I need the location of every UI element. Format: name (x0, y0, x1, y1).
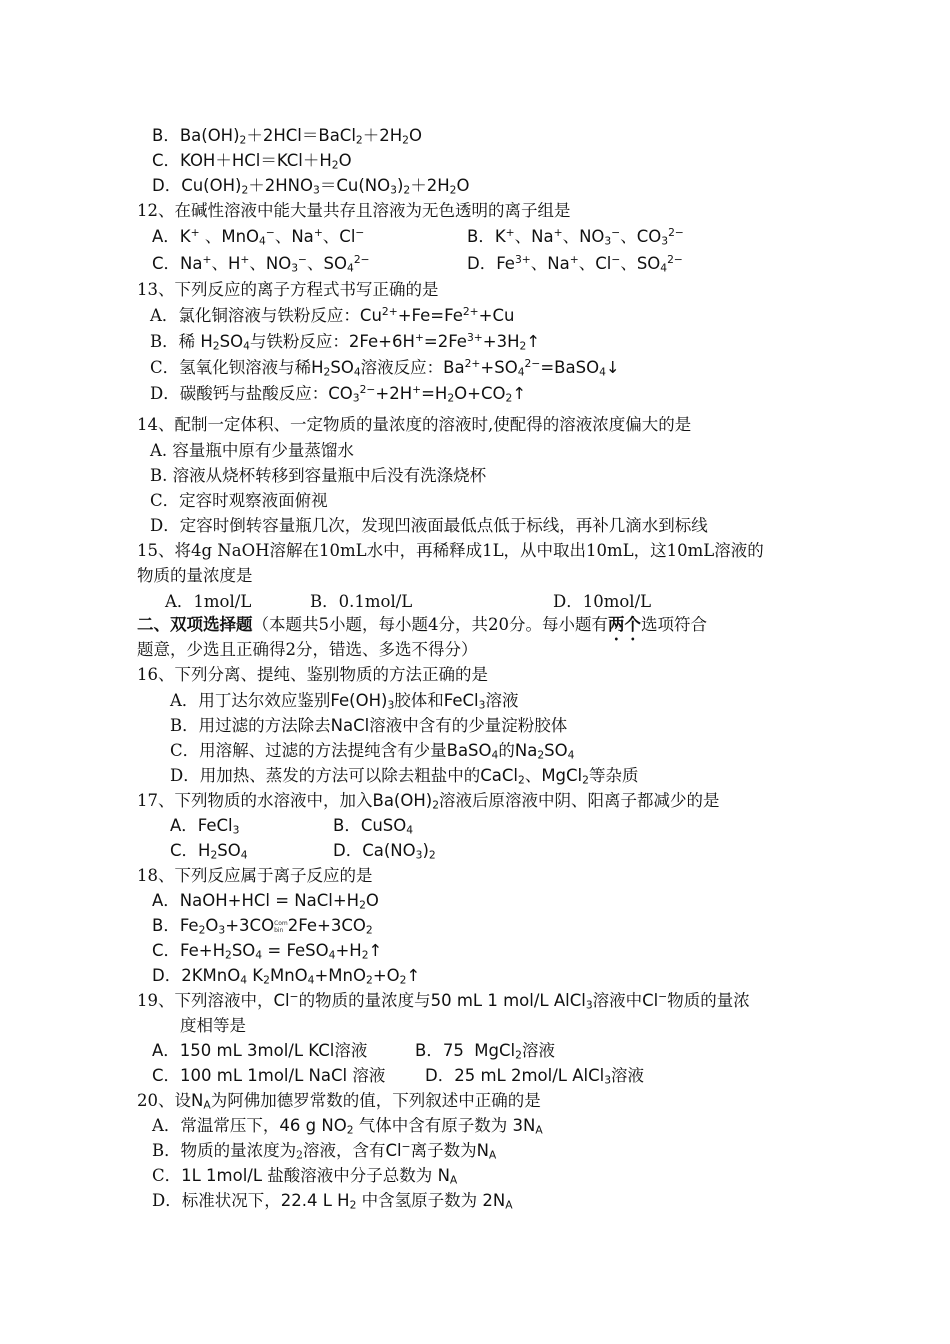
section2-title: 二、双项选择题 (137, 615, 253, 634)
q19-option-c: C．100 mL 1mol/L NaCl 溶液 (152, 1066, 386, 1085)
q15-stem-line1: 15、将4g NaOH溶解在10mL水中，再稀释成1L，从中取出10mL，这10mL溶液的 (137, 541, 764, 560)
q18-option-d: D．2KMnO$_4$ $K_2MnO_4+MnO_2+O_2↑$ (152, 966, 421, 987)
q13-option-d: D．碳酸钙与盐酸反应：$CO_3^{2-}+2H^+=H_2O+CO_2↑$ (150, 383, 527, 405)
q13-option-c: C．氢氧化钡溶液与稀$H_2SO_4$溶液反应：$Ba^{2+}+SO_4^{2-}=BaSO_4↓$ (150, 357, 620, 379)
section2-desc-line2: 题意，少选且正确得2分，错选、多选不得分） (137, 640, 478, 659)
q19-option-b: B．75 MgCl$_2$溶液 (415, 1041, 555, 1062)
q14-option-d: D．定容时倒转容量瓶几次，发现凹液面最低点低于标线，再补几滴水到标线 (150, 516, 708, 535)
q19-stem-line1: 19、下列溶液中，Cl−的物质的量浓度与50 mL 1 mol/L AlCl$_3$溶液中Cl−物质的量浓 (137, 990, 750, 1012)
q11-option-d: D．$Cu(OH)_2+2HNO_3=Cu(NO_3)_2+2H_2O$ (152, 176, 470, 197)
q18-condition-mark: Com bin (274, 919, 288, 934)
section2-emphasis: 两个 (608, 615, 641, 634)
q20-option-b: B．物质的量浓度为$_2$溶液，含有Cl−离子数为$N_A$ (152, 1140, 497, 1162)
q19-option-a: A．150 mL 3mol/L KCl溶液 (152, 1041, 368, 1060)
q18-stem: 18、下列反应属于离子反应的是 (137, 866, 373, 885)
q15-option-b: B．0.1mol/L (310, 592, 413, 611)
q14-option-a: A. 容量瓶中原有少量蒸馏水 (150, 441, 354, 460)
q20-stem: 20、设$N_A$为阿佛加德罗常数的值，下列叙述中正确的是 (137, 1091, 541, 1112)
q17-option-b: B．CuSO$_4$ (333, 816, 414, 837)
q16-option-d: D．用加热、蒸发的方法可以除去粗盐中的CaCl$_2$、MgCl$_2$等杂质 (170, 766, 639, 787)
q15-option-d: D．10mol/L (553, 592, 652, 611)
q11-option-c: C．$KOH+HCl=KCl+H_2O$ (152, 151, 352, 172)
q12-option-a: A．K+ 、MnO$_4$−、Na+、Cl− (152, 226, 365, 248)
q20-option-a: A．常温常压下，46 g $NO_2$ 气体中含有原子数为 $3N_A$ (152, 1116, 543, 1137)
q15-stem-line2: 物质的量浓度是 (137, 566, 253, 585)
q16-option-b: B．用过滤的方法除去NaCl溶液中含有的少量淀粉胶体 (170, 716, 568, 735)
q12-stem: 12、在碱性溶液中能大量共存且溶液为无色透明的离子组是 (137, 201, 571, 220)
q13-option-b: B．稀 $H_2SO_4$与铁粉反应：$2Fe+6H^+=2Fe^{3+}+3H_2↑$ (150, 331, 541, 353)
q17-stem: 17、下列物质的水溶液中，加入$Ba(OH)_2$溶液后原溶液中阴、阳离子都减少的是 (137, 791, 720, 812)
q19-option-d: D．25 mL 2mol/L AlCl$_3$溶液 (425, 1066, 645, 1087)
q20-option-d: D．标准状况下，22.4 L $H_2$ 中含氢原子数为 $2N_A$ (152, 1191, 513, 1212)
q18-option-a: A．NaOH+HCl = $NaCl+H_2O$ (152, 891, 379, 912)
q17-option-d: D．$Ca(NO_3)_2$ (333, 841, 436, 862)
q16-option-a: A．用丁达尔效应鉴别$Fe(OH)_3$胶体和FeCl$_3$溶液 (170, 691, 519, 712)
q11-option-b: B．$Ba(OH)_2+2HCl=BaCl_2+2H_2O$ (152, 126, 422, 147)
section2-desc-part2: 选项符合 (641, 615, 707, 634)
q17-option-c: C．$H_2SO_4$ (170, 841, 248, 862)
q12-option-c: C．Na+、H+、$NO_3^-$、$SO_4^{2-}$ (152, 253, 370, 275)
q20-option-c: C．1L 1mol/L 盐酸溶液中分子总数为 $N_A$ (152, 1166, 458, 1187)
q18-option-c: C．$Fe+H_2SO_4$ = $FeSO_4+H_2↑$ (152, 941, 383, 962)
q14-option-b: B. 溶液从烧杯转移到容量瓶中后没有洗涤烧杯 (150, 466, 487, 485)
q17-option-a: A．FeCl$_3$ (170, 816, 240, 837)
q15-option-a: A．1mol/L (165, 592, 252, 611)
q16-stem: 16、下列分离、提纯、鉴别物质的方法正确的是 (137, 665, 488, 684)
q18-option-b: B．$Fe_2O_3+3COCom$ bin $2Fe+3CO_2$ (152, 916, 373, 937)
q12-option-d: D．$Fe^{3+}$、Na+、Cl−、$SO_4^{2-}$ (467, 253, 683, 275)
section2-desc-part1: （本题共5小题，每小题4分，共20分。每小题有 (252, 615, 608, 634)
q14-stem: 14、配制一定体积、一定物质的量浓度的溶液时,使配得的溶液浓度偏大的是 (137, 415, 692, 434)
q12-option-b: B．K+、Na+、$NO_3^-$、$CO_3^{2-}$ (467, 226, 684, 248)
q19-stem-line2: 度相等是 (180, 1016, 246, 1035)
q16-option-c: C．用溶解、过滤的方法提纯含有少量BaSO$_4$的$Na_2SO_4$ (170, 741, 575, 762)
q14-option-c: C．定容时观察液面俯视 (150, 491, 328, 510)
q13-option-a: A．氯化铜溶液与铁粉反应：$Cu^{2+}+Fe=Fe^{2+}+Cu$ (150, 305, 515, 325)
q13-stem: 13、下列反应的离子方程式书写正确的是 (137, 280, 439, 299)
